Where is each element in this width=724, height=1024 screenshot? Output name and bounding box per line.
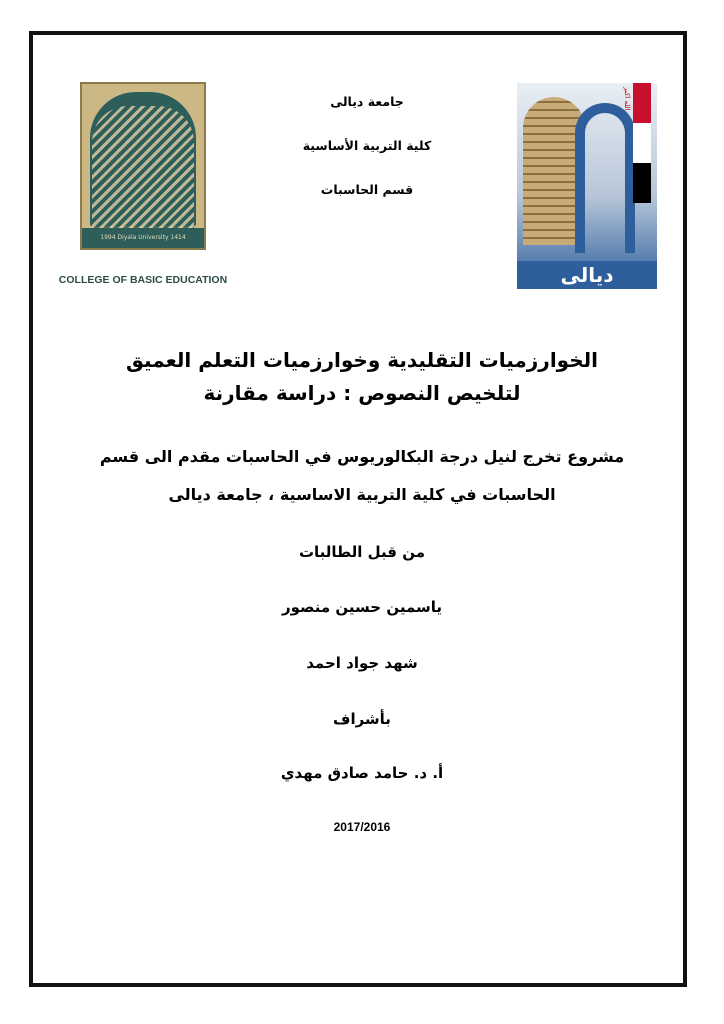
student-name-2: شهد جواد احمد <box>306 654 418 672</box>
student-name-1: ياسمين حسين منصور <box>281 598 443 616</box>
university-emblem-icon <box>517 83 657 289</box>
supervisor-label: بأشراف <box>333 710 391 728</box>
emblem-base-text: 1994 Diyala University 1414 <box>82 228 204 248</box>
university-name: جامعة ديالى <box>330 94 404 109</box>
college-emblem-icon <box>56 82 230 290</box>
thesis-title-line1: الخوارزميات التقليدية وخوارزميات التعلم العميق <box>126 348 598 372</box>
flag-text: الله اكبر <box>623 87 631 111</box>
academic-year: 2017/2016 <box>333 820 391 834</box>
description-line2: الحاسبات في كلية التربية الاساسية ، جامعة ديالى <box>168 485 556 504</box>
iraq-flag-icon <box>633 83 651 203</box>
emblem-plate <box>80 82 206 250</box>
calligraphy-pattern <box>92 106 194 230</box>
supervisor-name: أ. د. حامد صادق مهدي <box>280 764 444 782</box>
college-logo-caption: COLLEGE OF BASIC EDUCATION <box>58 274 228 286</box>
college-name: كلية التربية الأساسية <box>302 138 432 153</box>
description-line1: مشروع تخرج لنيل درجة البكالوريوس في الحاسبات مقدم الى قسم <box>99 447 625 466</box>
students-label: من قبل الطالبات <box>298 543 426 561</box>
institution-header <box>262 92 472 224</box>
emblem-band-text: ديالى <box>517 261 657 289</box>
department-name: قسم الحاسبات <box>320 182 414 197</box>
thesis-title-line2: لتلخيص النصوص : دراسة مقارنة <box>203 381 521 405</box>
emblem-arch <box>575 103 635 253</box>
